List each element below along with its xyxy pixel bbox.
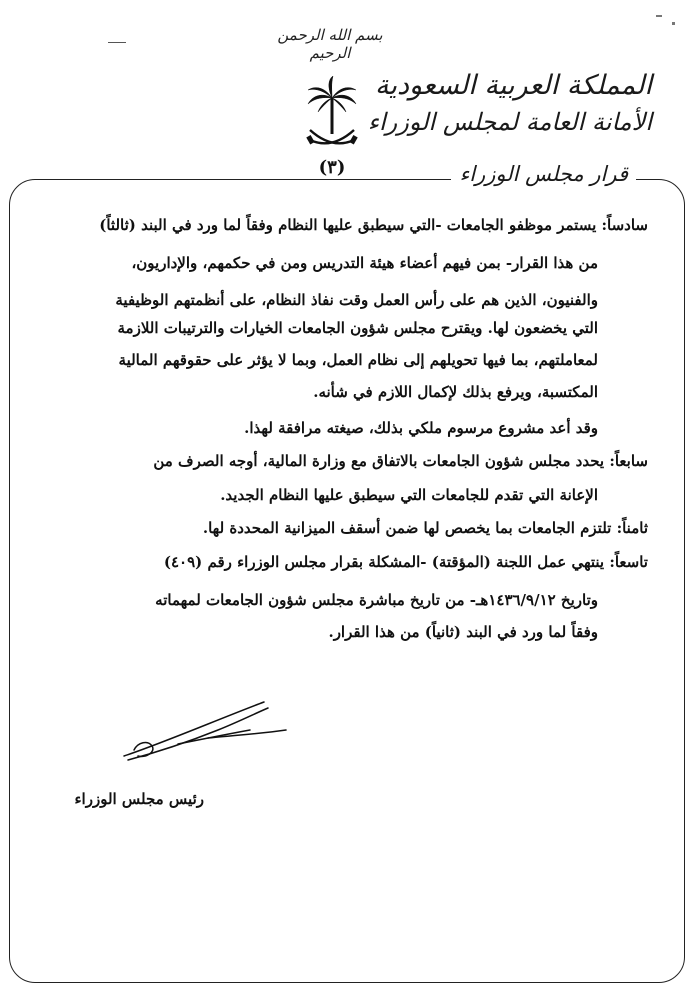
clause-text: التي يخضعون لها. ويقترح مجلس شؤون الجامعات الخيارات والترتيبات اللازمة xyxy=(117,319,598,337)
clause-eighth-line xyxy=(203,518,648,538)
secretariat-name: الأمانة العامة لمجلس الوزراء xyxy=(367,108,652,136)
clause-text: المكتسبة، ويرفع بذلك لإكمال اللازم في شأنه. xyxy=(313,383,598,401)
scan-speck xyxy=(656,15,662,17)
signature-scribble-icon xyxy=(118,700,298,770)
scan-speck xyxy=(672,22,675,25)
clause-ninth-line xyxy=(164,552,648,572)
clause-text: والفنيون، الذين هم على رأس العمل وقت نفاذ النظام، على أنظمتهم الوظيفية xyxy=(115,291,598,309)
basmala: بسم الله الرحمن الرحيم xyxy=(277,26,383,62)
saudi-palm-swords-emblem-icon xyxy=(306,76,358,156)
decision-label: قرار مجلس الوزراء xyxy=(451,162,636,186)
signatory-title: رئيس مجلس الوزراء xyxy=(74,790,204,808)
clause-sixth-label: سادساً: xyxy=(601,216,648,234)
clause-text: يحدد مجلس شؤون الجامعات بالاتفاق مع وزارة المالية، أوجه الصرف من xyxy=(153,452,605,470)
clause-seventh-line xyxy=(153,451,648,471)
clause-text: من هذا القرار- بمن فيهم أعضاء هيئة التدريس ومن في حكمهم، والإداريون، xyxy=(131,254,598,272)
kingdom-name: المملكة العربية السعودية xyxy=(374,70,652,101)
page-number: (٣) xyxy=(318,157,346,178)
clause-text: وقد أعد مشروع مرسوم ملكي بذلك، صيغته مرافقة لهذا. xyxy=(244,419,598,437)
clause-seventh-label: سابعاً: xyxy=(609,452,648,470)
clause-sixth-line xyxy=(99,215,648,235)
clause-text: وفقاً لما ورد في البند (ثانياً) من هذا القرار. xyxy=(328,623,598,641)
clause-eighth-label: ثامناً: xyxy=(616,519,648,537)
clause-text: تلتزم الجامعات بما يخصص لها ضمن أسقف الميزانية المحددة لها. xyxy=(202,519,612,537)
clause-ninth-label: تاسعاً: xyxy=(609,553,648,571)
clause-text: ينتهي عمل اللجنة (المؤقتة) -المشكلة بقرار مجلس الوزراء رقم (٤٠٩) xyxy=(163,553,605,571)
clause-text: يستمر موظفو الجامعات -التي سيطبق عليها النظام وفقاً لما ورد في البند (ثالثاً) xyxy=(99,216,597,234)
clause-text: وتاريخ ١٤٣٦/٩/١٢هـ- من تاريخ مباشرة مجلس شؤون الجامعات لمهماته xyxy=(155,591,598,609)
clause-text: لمعاملتهم، بما فيها تحويلهم إلى نظام العمل، وبما لا يؤثر على حقوقهم المالية xyxy=(118,351,598,369)
margin-mark xyxy=(108,42,126,43)
clause-text: الإعانة التي تقدم للجامعات التي سيطبق عليها النظام الجديد. xyxy=(220,486,598,504)
